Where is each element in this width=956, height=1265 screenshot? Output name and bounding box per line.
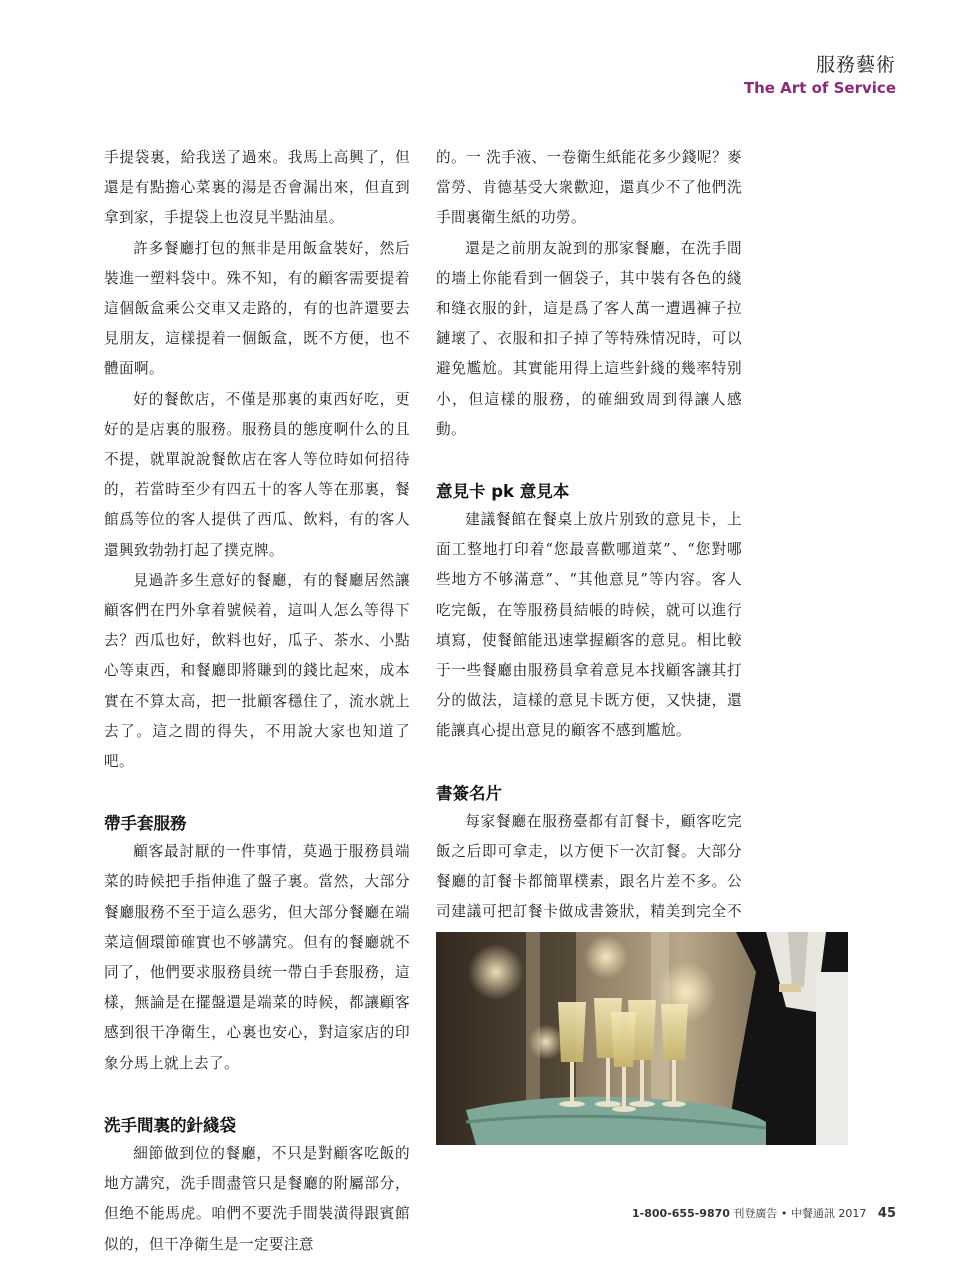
paragraph: 好的餐飲店，不僅是那裏的東西好吃，更好的是店裏的服務。服務員的態度啊什么的且不提，就單說說餐飲店在客人等位時如何招待的，若當時至少有四五十的客人等在那裏，餐館爲等位的客人提供了西瓜、飲料，有的客人還興致勃勃打起了撲克牌。	[104, 390, 410, 559]
paragraph: 還是之前朋友說到的那家餐廳，在洗手間的墻上你能看到一個袋子，其中裝有各色的綫和缝衣服的針，這是爲了客人萬一遭遇褲子拉鏈壞了、衣服和扣子掉了等特殊情况時，可以避免尷尬。其實能用得上這些針綫的幾率特别小，但這樣的服務，的確細致周到得讓人感動。	[436, 239, 742, 438]
page-footer	[632, 1205, 896, 1221]
champagne-tray-photo	[436, 932, 848, 1145]
subheading-bookmark-card: 書簽名片	[436, 783, 502, 803]
paragraph: 許多餐廳打包的無非是用飯盒裝好，然后裝進一塑料袋中。殊不知，有的顧客需要提着這個飯盒乘公交車又走路的，有的也許還要去見朋友，這樣提着一個飯盒，既不方便，也不體面啊。	[104, 239, 410, 378]
paragraph: 見過許多生意好的餐廳，有的餐廳居然讓顧客們在門外拿着號候着，這叫人怎么等得下去？西瓜也好，飲料也好，瓜子、茶水、小點心等東西，和餐廳即將賺到的錢比起來，成本實在不算太高，把一批顧客穩住了，流水就上去了。這之間的得失，不用說大家也知道了吧。	[104, 571, 410, 771]
paragraph: 每家餐廳在服務臺都有訂餐卡，顧客吃完飯之后即可拿走，以方便下一次訂餐。大部分餐廳的訂餐卡都簡單樸素，跟名片差不多。公司建議可把訂餐卡做成書簽狀，精美到完全不	[436, 812, 742, 921]
paragraph: 細節做到位的餐廳，不只是對顧客吃飯的地方講究，洗手間盡管只是餐廳的附屬部分，但绝不能馬虎。咱們不要洗手間裝潢得跟賓館似的，但干净衛生是一定要注意	[104, 1144, 410, 1253]
right-column	[436, 143, 742, 958]
left-column	[104, 143, 410, 1260]
section-title-en: The Art of Service	[743, 79, 896, 97]
paragraph: 顧客最討厭的一件事情，莫過于服務員端菜的時候把手指伸進了盤子裏。當然，大部分餐廳服務不至于這么惡劣，但大部分餐廳在端菜這個環節確實也不够講究。但有的餐廳就不同了，他們要求服務員统一帶白手套服務，這樣，無論是在擺盤還是端菜的時候，都讓顧客感到很干净衛生，心裏也安心，對這家店的印象分馬上就上去了。	[104, 843, 410, 1072]
footer-phone: 1-800-655-9870	[632, 1207, 730, 1220]
footer-text: 刊登廣告 • 中餐通訊 2017	[733, 1207, 867, 1220]
paragraph: 的。一 洗手液、一卷衛生紙能花多少錢呢？麥當勞、肯德基受大衆歡迎，還真少不了他們洗手間裏衛生紙的功勞。	[436, 149, 742, 227]
paragraph: 建議餐館在餐桌上放片别致的意見卡，上面工整地打印着“您最喜歡哪道菜”、“您對哪些地方不够滿意”、“其他意見”等内容。客人吃完飯，在等服務員結帳的時候，就可以進行填寫，使餐館能迅速掌握顧客的意見。相比較于一些餐廳由服務員拿着意見本找顧客讓其打分的做法，這樣的意見卡既方便，又快捷，還能讓真心提出意見的顧客不感到尷尬。	[436, 511, 742, 740]
subheading-sewing-kit: 洗手間裏的針綫袋	[104, 1115, 236, 1135]
section-title-zh: 服務藝術	[815, 54, 896, 76]
page-number: 45	[877, 1206, 896, 1221]
subheading-gloves: 帶手套服務	[104, 814, 187, 834]
paragraph: 手提袋裏，給我送了過來。我馬上高興了，但還是有點擔心菜裏的湯是否會漏出來，但直到拿到家，手提袋上也沒見半點油星。	[104, 149, 410, 227]
subheading-feedback-card: 意見卡 pk 意見本	[436, 482, 570, 502]
section-header	[744, 50, 896, 97]
